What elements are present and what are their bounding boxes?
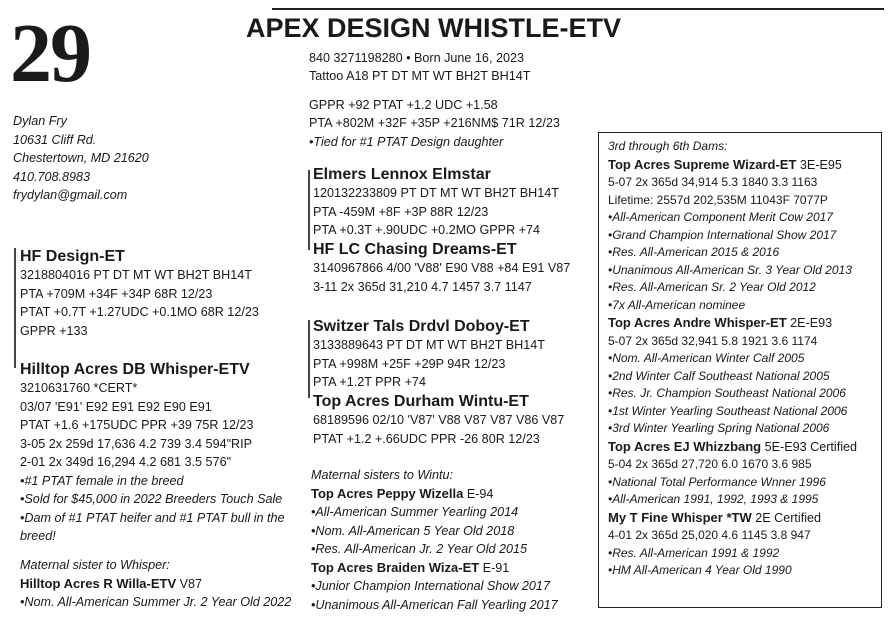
top-rule bbox=[272, 8, 884, 10]
box-dam-name: My T Fine Whisper *TW bbox=[608, 509, 752, 525]
dam-dam-name: Top Acres Durham Wintu-ET bbox=[313, 393, 529, 410]
sire-sire-line: PTA -459M +8F +3P 88R 12/23 bbox=[313, 204, 489, 219]
box-dam-note: •All-American 1991, 1992, 1993 & 1995 bbox=[608, 492, 819, 506]
box-dam-note: •National Total Performance Wnner 1996 bbox=[608, 474, 826, 489]
sire-dam-block bbox=[313, 240, 570, 296]
sister-note: •Nom. All-American 5 Year Old 2018 bbox=[311, 523, 515, 538]
maternal-sister-score: V87 bbox=[179, 576, 203, 591]
sire-dam-line: 3-11 2x 365d 31,210 4.7 1457 3.7 1147 bbox=[313, 279, 532, 294]
box-dam-name: Top Acres Supreme Wizard-ET bbox=[608, 156, 797, 172]
sire-name: HF Design-ET bbox=[20, 248, 125, 265]
maternal-sister-note: •Nom. All-American Summer Jr. 2 Year Old 2022 bbox=[20, 595, 292, 609]
maternal-sister-whisper-block bbox=[20, 556, 291, 612]
box-dam-record: 5-04 2x 365d 27,720 6.0 1670 3.6 985 bbox=[608, 457, 812, 471]
lot-number: 29 bbox=[10, 7, 90, 100]
sire-sire-block bbox=[313, 165, 559, 240]
dam-note: •Sold for $45,000 in 2022 Breeders Touch Sale bbox=[20, 492, 283, 506]
dam-sire-line: PTA +998M +25F +29P 94R 12/23 bbox=[313, 356, 506, 371]
sire-block bbox=[20, 247, 259, 340]
box-dam-note: •Res. All-American 2015 & 2016 bbox=[608, 245, 780, 259]
maternal-sisters-wintu-block bbox=[311, 466, 558, 614]
box-dam-note: •Grand Champion International Show 2017 bbox=[608, 227, 837, 242]
box-dam-note: •2nd Winter Calf Southeast National 2005 bbox=[608, 368, 830, 383]
sire-dam-connector bbox=[14, 248, 16, 368]
dam-sire-line: PTA +1.2T PPR +74 bbox=[313, 375, 426, 389]
box-dam-name: Top Acres EJ Whizzbang bbox=[608, 438, 762, 454]
box-dam-record: 5-07 2x 365d 32,941 5.8 1921 3.6 1174 bbox=[608, 333, 818, 348]
box-dam-note: •Res. All-American Sr. 2 Year Old 2012 bbox=[608, 280, 816, 294]
sire-line: GPPR +133 bbox=[20, 323, 88, 338]
animal-note: •Tied for #1 PTAT Design daughter bbox=[309, 135, 504, 149]
box-dam-note: •Res. Jr. Champion Southeast National 2006 bbox=[608, 386, 846, 400]
owner-city: Chestertown, MD 21620 bbox=[13, 151, 149, 165]
dam-dam-line: 68189596 02/10 'V87' V88 V87 V87 V86 V87 bbox=[313, 413, 565, 427]
box-dam-score: 3E-E95 bbox=[799, 157, 842, 172]
box-dam-score: 2E Certified bbox=[755, 510, 822, 525]
box-dam-score: 5E-E93 Certified bbox=[764, 439, 858, 454]
dam-note: •Dam of #1 PTAT heifer and #1 PTAT bull in the breed! bbox=[20, 510, 285, 543]
box-dam-note: •Nom. All-American Winter Calf 2005 bbox=[608, 351, 805, 365]
box-dam-record: 5-07 2x 365d 34,914 5.3 1840 3.3 1163 bbox=[608, 175, 818, 189]
sire-line: PTA +709M +34F +34P 68R 12/23 bbox=[20, 286, 213, 301]
owner-name: Dylan Fry bbox=[13, 114, 67, 128]
box-dam-record: Lifetime: 2557d 202,535M 11043F 7077P bbox=[608, 192, 828, 207]
owner-email: frydylan@gmail.com bbox=[13, 188, 128, 202]
sire-sire-line: PTA +0.3T +.90UDC +0.2MO GPPR +74 bbox=[313, 223, 541, 237]
sister-note: •Unanimous All-American Fall Yearling 2017 bbox=[311, 597, 558, 612]
sire-sire-line: 120132233809 PT DT MT WT BH2T BH14T bbox=[313, 186, 559, 200]
dam-line: 03/07 'E91' E92 E91 E92 E90 E91 bbox=[20, 399, 212, 414]
sister-name: Top Acres Peppy Wizella bbox=[311, 485, 464, 501]
sister-score: E-94 bbox=[466, 486, 494, 501]
animal-name: APEX DESIGN WHISTLE-ETV bbox=[246, 13, 622, 43]
dam-dam-block bbox=[313, 392, 564, 448]
box-dam-note: •HM All-American 4 Year Old 1990 bbox=[608, 563, 792, 577]
maternal-sisters-header: Maternal sisters to Wintu: bbox=[311, 468, 453, 482]
dam-name: Hilltop Acres DB Whisper-ETV bbox=[20, 361, 250, 378]
box-dam-note: •7x All-American nominee bbox=[608, 297, 746, 312]
sister-note: •All-American Summer Yearling 2014 bbox=[311, 505, 519, 519]
box-dam-note: •All-American Component Merit Cow 2017 bbox=[608, 210, 833, 224]
owner-block bbox=[13, 112, 149, 205]
sister-note: •Res. All-American Jr. 2 Year Old 2015 bbox=[311, 542, 528, 556]
dam-sire-block bbox=[313, 317, 545, 392]
box-dam-score: 2E-E93 bbox=[790, 316, 833, 330]
animal-pta-line: PTA +802M +32F +35P +216NM$ 71R 12/23 bbox=[309, 116, 560, 130]
box-dam-name: Top Acres Andre Whisper-ET bbox=[608, 315, 787, 330]
box-dam-note: •Unanimous All-American Sr. 3 Year Old 2013 bbox=[608, 262, 852, 277]
dam-line: PTAT +1.6 +175UDC PPR +39 75R 12/23 bbox=[20, 418, 254, 432]
dam-line: 2-01 2x 349d 16,294 4.2 681 3.5 576" bbox=[20, 455, 232, 469]
box-dam-record: 4-01 2x 365d 25,020 4.6 1145 3.8 947 bbox=[608, 528, 811, 542]
owner-address: 10631 Cliff Rd. bbox=[13, 132, 97, 147]
maternal-sister-header: Maternal sister to Whisper: bbox=[20, 558, 170, 572]
owner-phone: 410.708.8983 bbox=[13, 169, 91, 184]
sire-dam-line: 3140967866 4/00 'V88' E90 V88 +84 E91 V87 bbox=[313, 261, 571, 275]
sister-note: •Junior Champion International Show 2017 bbox=[311, 579, 550, 593]
dams-box-content bbox=[608, 138, 857, 580]
dam-block bbox=[20, 360, 290, 546]
sire-sire-name: Elmers Lennox Elmstar bbox=[313, 166, 491, 183]
maternal-sister-name: Hilltop Acres R Willa-ETV bbox=[20, 575, 177, 591]
dam-line: 3210631760 *CERT* bbox=[20, 381, 138, 395]
dams-box-header: 3rd through 6th Dams: bbox=[608, 139, 728, 153]
animal-gppr-line: GPPR +92 PTAT +1.2 UDC +1.58 bbox=[309, 98, 498, 112]
dam-line: 3-05 2x 259d 17,636 4.2 739 3.4 594"RIP bbox=[20, 436, 253, 451]
dam-dam-line: PTAT +1.2 +.66UDC PPR -26 80R 12/23 bbox=[313, 431, 540, 446]
dam-connector bbox=[308, 320, 310, 398]
sire-line: 3218804016 PT DT MT WT BH2T BH14T bbox=[20, 268, 252, 282]
dam-sire-line: 3133889643 PT DT MT WT BH2T BH14T bbox=[313, 338, 545, 352]
dam-sire-name: Switzer Tals Drdvl Doboy-ET bbox=[313, 318, 530, 335]
animal-tattoo-line: Tattoo A18 PT DT MT WT BH2T BH14T bbox=[309, 69, 531, 83]
dam-note: •#1 PTAT female in the breed bbox=[20, 473, 184, 488]
sister-name: Top Acres Braiden Wiza-ET bbox=[311, 559, 480, 575]
sire-connector bbox=[308, 170, 310, 250]
sire-dam-name: HF LC Chasing Dreams-ET bbox=[313, 241, 517, 258]
animal-id-line: 840 3271198280 • Born June 16, 2023 bbox=[309, 51, 524, 65]
sister-score: E-91 bbox=[482, 560, 510, 575]
box-dam-note: •3rd Winter Yearling Spring National 2006 bbox=[608, 421, 830, 435]
box-dam-note: •1st Winter Yearling Southeast National 2006 bbox=[608, 403, 848, 418]
sire-line: PTAT +0.7T +1.27UDC +0.1MO 68R 12/23 bbox=[20, 305, 259, 319]
box-dam-note: •Res. All-American 1991 & 1992 bbox=[608, 545, 780, 560]
